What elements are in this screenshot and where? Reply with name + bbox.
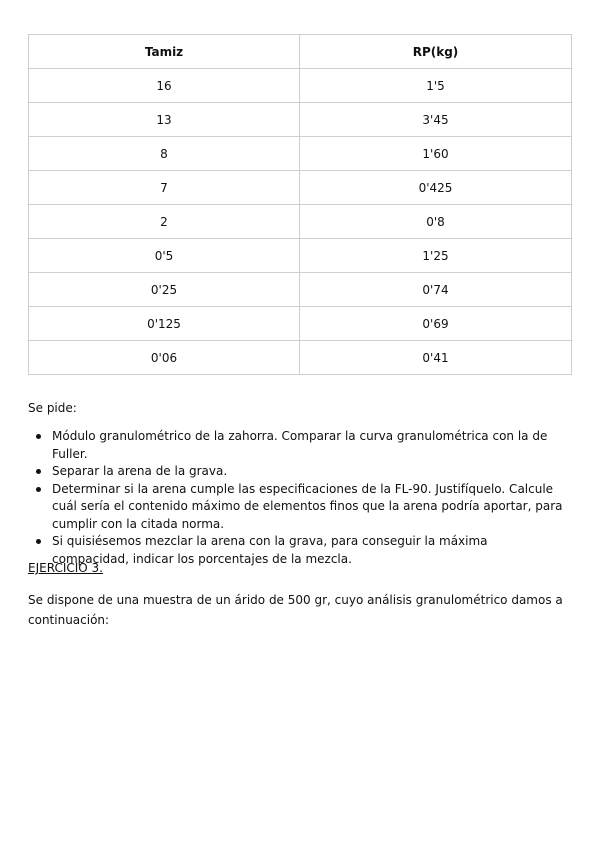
table-row xyxy=(29,307,572,341)
cell-rp: 3'45 xyxy=(300,103,572,137)
bullet-icon xyxy=(36,434,41,439)
cell-rp: 0'8 xyxy=(300,205,572,239)
table-row xyxy=(29,273,572,307)
bullet-icon xyxy=(36,469,41,474)
list-item-text: Separar la arena de la grava. xyxy=(52,464,228,478)
cell-tamiz: 8 xyxy=(29,137,300,171)
cell-tamiz: 0'25 xyxy=(29,273,300,307)
header-tamiz: Tamiz xyxy=(29,35,300,69)
table-row xyxy=(29,137,572,171)
cell-rp: 1'25 xyxy=(300,239,572,273)
cell-rp: 1'5 xyxy=(300,69,572,103)
header-rp-kg: RP(kg) xyxy=(300,35,572,69)
se-pide-label: Se pide: xyxy=(28,401,77,415)
list-item xyxy=(28,428,568,463)
cell-rp: 0'69 xyxy=(300,307,572,341)
list-item xyxy=(28,481,568,534)
sieve-table xyxy=(28,34,572,375)
cell-rp: 0'425 xyxy=(300,171,572,205)
cell-tamiz: 0'5 xyxy=(29,239,300,273)
table-header-row xyxy=(29,35,572,69)
bullet-icon xyxy=(36,487,41,492)
cell-rp: 0'41 xyxy=(300,341,572,375)
cell-tamiz: 16 xyxy=(29,69,300,103)
table-row xyxy=(29,69,572,103)
table-row xyxy=(29,205,572,239)
table-row xyxy=(29,341,572,375)
cell-tamiz: 0'125 xyxy=(29,307,300,341)
list-item-text: Si quisiésemos mezclar la arena con la grava, para conseguir la máxima compacidad, indicar los porcentajes de la mezcla. xyxy=(52,534,488,566)
cell-rp: 0'74 xyxy=(300,273,572,307)
cell-tamiz: 13 xyxy=(29,103,300,137)
exercise-description: Se dispone de una muestra de un árido de 500 gr, cuyo análisis granulométrico damos a continuación: xyxy=(28,593,563,627)
list-item-text: Módulo granulométrico de la zahorra. Comparar la curva granulométrica con la de Fuller. xyxy=(52,429,548,461)
list-item xyxy=(28,463,568,481)
cell-tamiz: 7 xyxy=(29,171,300,205)
table-row xyxy=(29,239,572,273)
table-row xyxy=(29,171,572,205)
cell-tamiz: 0'06 xyxy=(29,341,300,375)
cell-tamiz: 2 xyxy=(29,205,300,239)
table-row xyxy=(29,103,572,137)
task-list xyxy=(28,428,568,568)
list-item-text: Determinar si la arena cumple las especificaciones de la FL-90. Justifíquelo. Calcule cuál sería el contenido máximo de elementos finos que la arena podría aportar, para cumplir con la citada norma. xyxy=(52,481,563,531)
cell-rp: 1'60 xyxy=(300,137,572,171)
bullet-icon xyxy=(36,539,41,544)
exercise-heading: EJERCICIO 3. xyxy=(28,561,103,575)
